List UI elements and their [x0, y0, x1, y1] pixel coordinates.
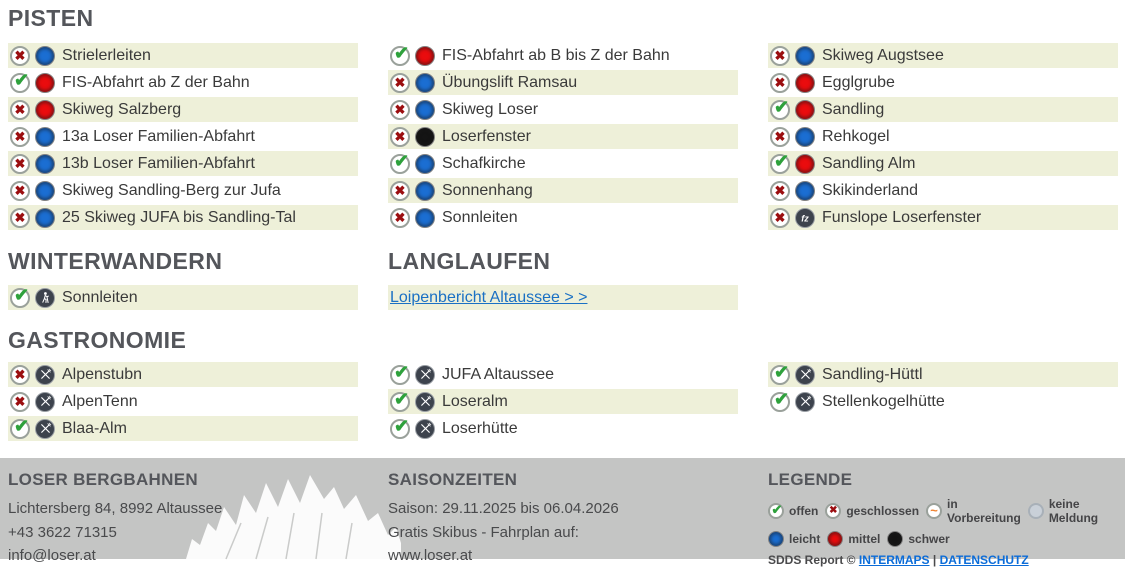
row-label: 13a Loser Familien-Abfahrt	[62, 127, 255, 145]
legend-report-line	[768, 553, 1118, 567]
status-open-icon: ✔	[390, 46, 410, 66]
piste-row	[768, 178, 1118, 203]
legend-status-row	[768, 497, 1118, 525]
footer-company	[8, 470, 358, 568]
legend-label: leicht	[789, 532, 821, 546]
section-gastronomie	[8, 326, 1118, 443]
gastro-row	[8, 389, 358, 414]
legend-label: geschlossen	[846, 504, 920, 518]
status-no-report-icon	[1028, 503, 1044, 519]
piste-row	[768, 43, 1118, 68]
footer-season	[388, 470, 738, 568]
legend-label: in Vorbereitung	[947, 497, 1021, 525]
difficulty-easy-icon	[35, 46, 55, 66]
difficulty-medium-icon	[35, 100, 55, 120]
row-label: Funslope Loserfenster	[822, 208, 982, 226]
difficulty-easy-icon	[795, 46, 815, 66]
funslope-icon	[795, 208, 815, 228]
hiking-icon	[35, 288, 55, 308]
legend-item-closed	[825, 503, 919, 519]
difficulty-easy-icon	[415, 73, 435, 93]
piste-row	[388, 151, 738, 176]
section-winterwandern	[8, 247, 358, 312]
legend-difficulty-row	[768, 531, 1118, 547]
report-separator: |	[932, 553, 937, 567]
status-open-icon: ✔	[390, 419, 410, 439]
row-label: Skiweg Sandling-Berg zur Jufa	[62, 181, 281, 199]
restaurant-icon	[795, 365, 815, 385]
intermaps-link[interactable]: INTERMAPS	[858, 553, 930, 567]
restaurant-icon	[35, 392, 55, 412]
gastro-row	[388, 389, 738, 414]
legend-item-no-report	[1028, 497, 1118, 525]
row-label: Skikinderland	[822, 181, 919, 199]
restaurant-icon	[415, 392, 435, 412]
row-label: FIS-Abfahrt ab Z der Bahn	[62, 73, 250, 91]
difficulty-easy-icon	[35, 181, 55, 201]
datenschutz-link[interactable]: DATENSCHUTZ	[939, 553, 1029, 567]
row-label: Übungslift Ramsau	[442, 73, 578, 91]
status-closed-icon: ✖	[10, 181, 30, 201]
piste-row	[388, 205, 738, 230]
status-closed-icon: ✖	[770, 208, 790, 228]
row-label: Loserhütte	[442, 419, 518, 437]
row-label: JUFA Altaussee	[442, 365, 555, 383]
row-label: Sonnleiten	[62, 288, 138, 306]
piste-row	[8, 151, 358, 176]
status-closed-icon: ✖	[10, 365, 30, 385]
piste-row	[8, 43, 358, 68]
gastro-row	[768, 362, 1118, 387]
difficulty-easy-icon	[795, 127, 815, 147]
section-langlaufen	[388, 247, 738, 312]
difficulty-hard-icon	[887, 531, 903, 547]
section-title-langlaufen: LANGLAUFEN	[388, 248, 551, 274]
status-closed-icon: ✖	[390, 73, 410, 93]
piste-row	[768, 70, 1118, 95]
row-label: 13b Loser Familien-Abfahrt	[62, 154, 255, 172]
status-closed-icon: ✖	[10, 100, 30, 120]
piste-row	[768, 205, 1118, 230]
row-label: Schafkirche	[442, 154, 526, 172]
status-closed-icon: ✖	[770, 127, 790, 147]
pisten-column-3	[768, 43, 1118, 232]
gastro-row	[768, 389, 1118, 414]
status-open-icon: ✔	[770, 100, 790, 120]
row-label: Blaa-Alm	[62, 419, 127, 437]
status-closed-icon: ✖	[390, 127, 410, 147]
footer-season-title: SAISONZEITEN	[388, 470, 518, 489]
status-closed-icon: ✖	[770, 73, 790, 93]
piste-row	[388, 43, 738, 68]
status-closed-icon: ✖	[825, 503, 841, 519]
piste-row	[388, 124, 738, 149]
piste-row	[8, 178, 358, 203]
gastronomie-column-1	[8, 362, 358, 443]
restaurant-icon	[415, 419, 435, 439]
row-label: Rehkogel	[822, 127, 890, 145]
gastro-row	[388, 362, 738, 387]
section-title-gastronomie: GASTRONOMIE	[8, 327, 187, 353]
footer-columns	[0, 458, 1125, 568]
difficulty-easy-icon	[415, 100, 435, 120]
winterwandern-column	[8, 285, 358, 310]
difficulty-easy-icon	[35, 208, 55, 228]
gastro-row	[8, 362, 358, 387]
season-dates: Saison: 29.11.2025 bis 06.04.2026	[388, 500, 619, 517]
empty-column	[768, 247, 1118, 312]
restaurant-icon	[35, 365, 55, 385]
status-closed-icon: ✖	[10, 208, 30, 228]
difficulty-easy-icon	[415, 181, 435, 201]
gastro-row	[388, 416, 738, 441]
row-label: Stellenkogelhütte	[822, 392, 945, 410]
row-label: 25 Skiweg JUFA bis Sandling-Tal	[62, 208, 296, 226]
difficulty-easy-icon	[415, 208, 435, 228]
row-label: Skiweg Augstsee	[822, 46, 944, 64]
row-label: Sandling	[822, 100, 885, 118]
report-prefix: SDDS Report ©	[768, 553, 856, 567]
middle-sections	[8, 247, 1118, 312]
footer-company-title: LOSER BERGBAHNEN	[8, 470, 198, 489]
difficulty-easy-icon	[415, 154, 435, 174]
row-label: Sandling Alm	[822, 154, 916, 172]
difficulty-easy-icon	[35, 127, 55, 147]
piste-row	[768, 151, 1118, 176]
row-label: AlpenTenn	[62, 392, 138, 410]
difficulty-medium-icon	[827, 531, 843, 547]
difficulty-easy-icon	[768, 531, 784, 547]
legend-label: schwer	[908, 532, 950, 546]
company-address: Lichtersberg 84, 8992 Altaussee	[8, 500, 223, 517]
footer-legend-title: LEGENDE	[768, 470, 853, 489]
restaurant-icon	[35, 419, 55, 439]
status-open-icon: ✔	[768, 503, 784, 519]
restaurant-icon	[795, 392, 815, 412]
row-label: Egglgrube	[822, 73, 895, 91]
season-skibus: Gratis Skibus - Fahrplan auf:	[388, 523, 579, 541]
piste-row	[8, 97, 358, 122]
row-label: FIS-Abfahrt ab B bis Z der Bahn	[442, 46, 670, 64]
row-label: Alpenstubn	[62, 365, 143, 383]
company-email: info@loser.at	[8, 547, 96, 564]
row-label: Skiweg Loser	[442, 100, 539, 118]
trail-row	[8, 285, 358, 310]
langlaufen-link-row	[388, 285, 738, 310]
status-closed-icon: ✖	[390, 208, 410, 228]
footer-legend	[768, 470, 1118, 568]
legend-label: offen	[789, 504, 819, 518]
row-label: Sandling-Hüttl	[822, 365, 923, 383]
legend-item-hard	[887, 531, 949, 547]
status-open-icon: ✔	[390, 154, 410, 174]
pisten-column-1	[8, 43, 358, 232]
piste-row	[388, 70, 738, 95]
difficulty-easy-icon	[35, 154, 55, 174]
status-open-icon: ✔	[770, 392, 790, 412]
section-title-pisten: PISTEN	[8, 5, 94, 31]
pisten-grid	[8, 43, 1118, 232]
svg-text:fz: fz	[801, 213, 809, 224]
row-label: Sonnenhang	[442, 181, 533, 199]
status-closed-icon: ✖	[10, 392, 30, 412]
section-pisten	[8, 4, 1118, 232]
gastronomie-column-3	[768, 362, 1118, 443]
status-closed-icon: ✖	[390, 181, 410, 201]
season-website: www.loser.at	[388, 547, 473, 564]
status-preparing-icon: ~	[926, 503, 942, 519]
status-closed-icon: ✖	[10, 154, 30, 174]
status-open-icon: ✔	[10, 419, 30, 439]
section-title-winterwandern: WINTERWANDERN	[8, 248, 223, 274]
gastro-row	[8, 416, 358, 441]
status-closed-icon: ✖	[390, 100, 410, 120]
status-closed-icon: ✖	[770, 181, 790, 201]
row-label: Loseralm	[442, 392, 508, 410]
piste-row	[768, 97, 1118, 122]
status-open-icon: ✔	[390, 392, 410, 412]
status-closed-icon: ✖	[10, 46, 30, 66]
pisten-column-2	[388, 43, 738, 232]
legend-item-open	[768, 503, 818, 519]
piste-row	[8, 205, 358, 230]
restaurant-icon	[415, 365, 435, 385]
legend-item-medium	[827, 531, 880, 547]
piste-row	[8, 70, 358, 95]
gastronomie-grid	[8, 362, 1118, 443]
legend-item-easy	[768, 531, 820, 547]
footer	[0, 458, 1125, 567]
piste-row	[388, 178, 738, 203]
company-phone: +43 3622 71315	[8, 523, 117, 541]
status-open-icon: ✔	[10, 73, 30, 93]
difficulty-medium-icon	[795, 100, 815, 120]
status-open-icon: ✔	[770, 365, 790, 385]
row-label: Loserfenster	[442, 127, 531, 145]
legend-item-preparing	[926, 497, 1021, 525]
status-open-icon: ✔	[770, 154, 790, 174]
difficulty-hard-icon	[415, 127, 435, 147]
gastronomie-column-2	[388, 362, 738, 443]
piste-row	[768, 124, 1118, 149]
difficulty-medium-icon	[795, 154, 815, 174]
status-closed-icon: ✖	[10, 127, 30, 147]
piste-row	[8, 124, 358, 149]
row-label: Skiweg Salzberg	[62, 100, 182, 118]
row-label: Sonnleiten	[442, 208, 518, 226]
status-open-icon: ✔	[10, 288, 30, 308]
piste-row	[388, 97, 738, 122]
difficulty-medium-icon	[415, 46, 435, 66]
difficulty-medium-icon	[35, 73, 55, 93]
status-open-icon: ✔	[390, 365, 410, 385]
loipenbericht-link[interactable]: Loipenbericht Altaussee > >	[390, 288, 588, 306]
difficulty-easy-icon	[795, 181, 815, 201]
difficulty-medium-icon	[795, 73, 815, 93]
status-closed-icon: ✖	[770, 46, 790, 66]
legend-label: keine Meldung	[1048, 497, 1099, 525]
legend-label: mittel	[848, 532, 881, 546]
row-label: Strielerleiten	[62, 46, 151, 64]
